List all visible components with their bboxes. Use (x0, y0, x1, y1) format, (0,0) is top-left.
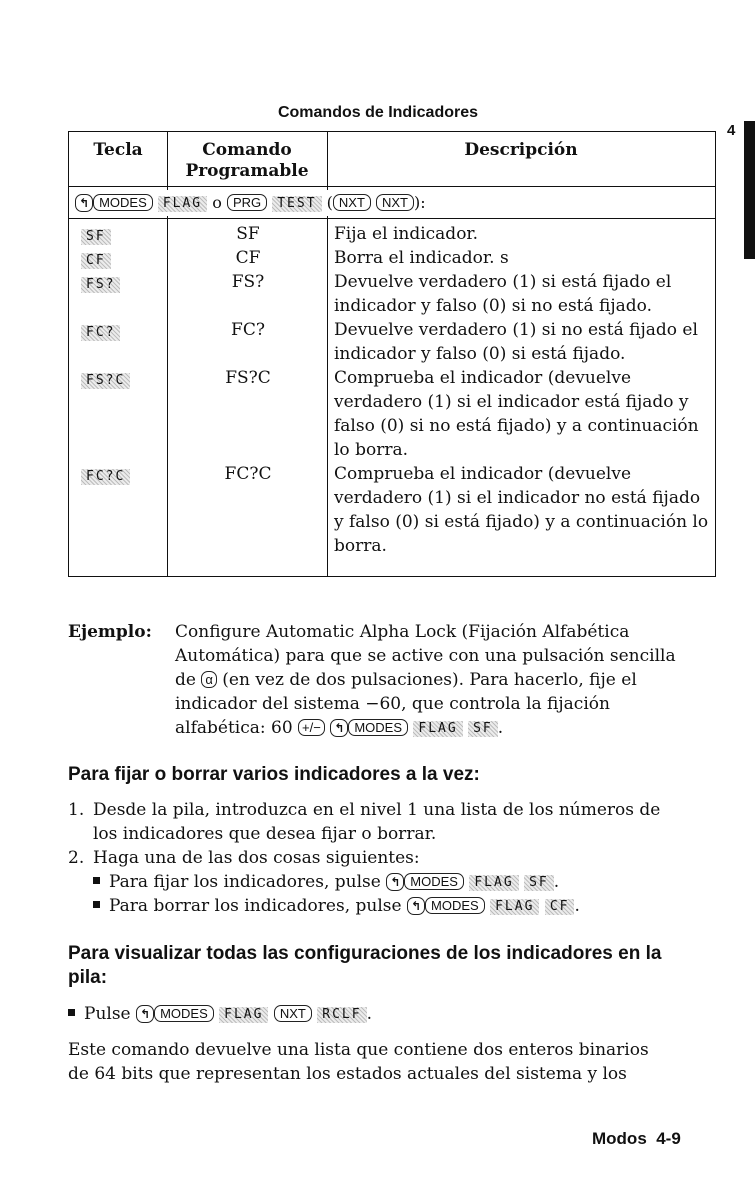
modes-key[interactable]: MODES (348, 719, 408, 736)
description-cell: Devuelve verdadero (1) si no está fijado el indicador y falso (0) si está fijado. (334, 320, 698, 364)
cf-softkey[interactable]: CF (81, 253, 111, 269)
fs-softkey[interactable]: FS? (81, 277, 120, 293)
rclf-softkey[interactable]: RCLF (317, 1007, 366, 1023)
list-item: Pulse ↰ MODES FLAG NXT RCLF . (68, 1002, 688, 1026)
step-text: Haga una de las dos cosas siguientes: (93, 848, 420, 868)
chapter-tab-bar (744, 121, 755, 259)
header-key: Tecla (93, 140, 143, 160)
left-shift-icon: ↰ (410, 899, 422, 913)
section-heading: Para fijar o borrar varios indicadores a la vez: (68, 764, 480, 785)
left-shift-key[interactable] (330, 719, 348, 737)
body-paragraph: Este comando devuelve una lista que contiene dos enteros binarios de 64 bits que representan los estados actuales del sistema y los (68, 1040, 649, 1084)
fc-softkey[interactable]: FC? (81, 325, 120, 341)
modes-key[interactable]: MODES (154, 1005, 214, 1022)
nxt-key[interactable]: NXT (274, 1005, 312, 1022)
left-shift-key[interactable] (386, 873, 404, 891)
flag-softkey[interactable]: FLAG (413, 721, 462, 737)
modes-key[interactable]: MODES (93, 194, 153, 211)
nxt-key[interactable]: NXT (376, 194, 414, 211)
left-shift-icon: ↰ (334, 721, 345, 735)
left-shift-icon: ↰ (140, 1007, 151, 1021)
path-separator: o (212, 193, 222, 212)
flag-softkey[interactable]: FLAG (469, 875, 518, 891)
bullet-icon (93, 901, 100, 908)
nxt-key[interactable]: NXT (333, 194, 371, 211)
modes-key[interactable]: MODES (404, 873, 464, 890)
command-table (68, 131, 716, 577)
command-cell: CF (235, 248, 261, 268)
left-shift-icon: ↰ (390, 875, 401, 889)
left-shift-key[interactable] (75, 194, 93, 212)
list-item: Para fijar los indicadores, pulse ↰ MODES FLAG SF . (93, 870, 693, 894)
page-footer: Modos 4-9 (592, 1129, 681, 1148)
prg-key[interactable]: PRG (227, 194, 267, 211)
flag-softkey[interactable]: FLAG (490, 899, 539, 915)
flag-softkey[interactable]: FLAG (219, 1007, 268, 1023)
sf-softkey[interactable]: SF (81, 229, 111, 245)
step-number: 2. (68, 848, 85, 868)
left-shift-key[interactable] (136, 1005, 154, 1023)
modes-key[interactable]: MODES (425, 897, 485, 914)
key-path-row: ↰ MODES FLAG o PRG TEST ( NXT NXT ): (75, 190, 711, 216)
fsc-softkey[interactable]: FS?C (81, 373, 130, 389)
cf-softkey[interactable]: CF (545, 899, 575, 915)
command-cell: FC?C (224, 464, 272, 484)
left-shift-icon: ↰ (79, 196, 90, 210)
sf-softkey[interactable]: SF (524, 875, 554, 891)
list-item: Para borrar los indicadores, pulse ↰ MODES FLAG CF . (93, 894, 693, 918)
bullet-icon (68, 1009, 75, 1016)
example-text: Configure Automatic Alpha Lock (Fijación Alfabética Automática) para que se active con una pulsación sencilla de α (en vez de dos pulsaciones). Para hacerlo, fije el indicador del sistema −60, que controla la fijación alfabética: 60 +/− ↰ MODES FLAG SF . (175, 622, 676, 738)
left-shift-key[interactable] (407, 897, 425, 915)
description-cell: Comprueba el indicador (devuelve verdadero (1) si el indicador no está fijado y falso (0) si está fijado) y a continuación lo borra. (334, 464, 709, 556)
header-command: Comando Programable (185, 140, 309, 181)
neg-key[interactable]: +/− (298, 719, 325, 736)
example-label: Ejemplo: (68, 622, 152, 642)
sf-softkey[interactable]: SF (468, 721, 498, 737)
command-cell: FC? (231, 320, 265, 340)
command-cell: FS?C (225, 368, 271, 388)
table-title: Comandos de Indicadores (277, 104, 479, 121)
header-description: Descripción (464, 140, 578, 160)
description-cell: Fija el indicador. (334, 224, 479, 244)
step-text: Desde la pila, introduzca en el nivel 1 una lista de los números de los indicadores que desea fijar o borrar. (93, 800, 661, 844)
chapter-number: 4 (727, 122, 736, 139)
section-heading: Para visualizar todas las configuraciones de los indicadores en la pila: (68, 943, 662, 988)
command-cell: SF (236, 224, 260, 244)
description-cell: Borra el indicador. s (334, 248, 509, 268)
fcc-softkey[interactable]: FC?C (81, 469, 130, 485)
step-number: 1. (68, 800, 85, 820)
test-softkey[interactable]: TEST (272, 196, 321, 212)
command-cell: FS? (231, 272, 265, 292)
flag-softkey[interactable]: FLAG (158, 196, 207, 212)
description-cell: Comprueba el indicador (devuelve verdadero (1) si el indicador está fijado y falso (0) si no está fijado) y a continuación lo borra. (334, 368, 699, 460)
alpha-key[interactable]: α (201, 671, 217, 688)
description-cell: Devuelve verdadero (1) si está fijado el indicador y falso (0) si no está fijado. (334, 272, 672, 316)
bullet-icon (93, 877, 100, 884)
